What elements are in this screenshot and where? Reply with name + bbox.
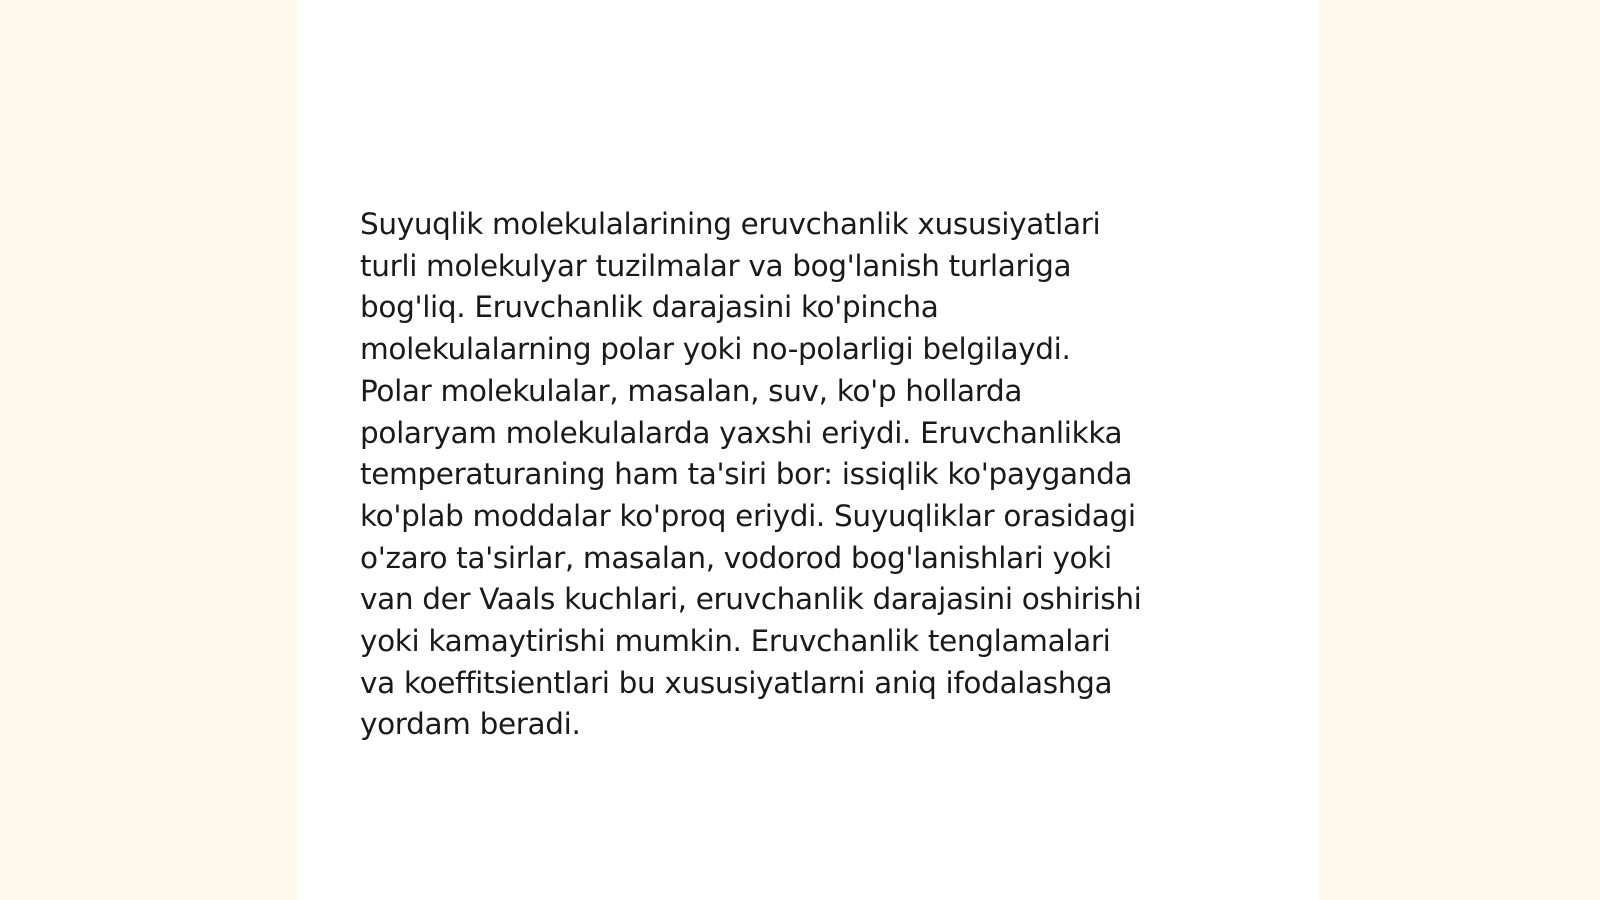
paragraph-line: o'zaro ta'sirlar, masalan, vodorod bog'lanishlari yoki xyxy=(360,540,1112,575)
paragraph-line: temperaturaning ham ta'siri bor: issiqlik ko'payganda xyxy=(360,457,1133,492)
paragraph-line: molekulalarning polar yoki no-polarligi belgilaydi. xyxy=(360,332,1071,367)
body-paragraph xyxy=(360,204,1260,746)
paragraph-line: Suyuqlik molekulalarining eruvchanlik xususiyatlari xyxy=(360,207,1101,241)
paragraph-line: va koeffitsientlari bu xususiyatlarni aniq ifodalashga xyxy=(360,665,1113,700)
paragraph-line: yoki kamaytirishi mumkin. Eruvchanlik tenglamalari xyxy=(360,624,1111,659)
paragraph-line: turli molekulyar tuzilmalar va bog'lanish turlariga xyxy=(360,248,1072,283)
paragraph-line: ko'plab moddalar ko'proq eriydi. Suyuqliklar orasidagi xyxy=(360,498,1136,533)
paragraph-line: bog'liq. Eruvchanlik darajasini ko'pincha xyxy=(360,290,939,325)
paragraph-line: yordam beradi. xyxy=(360,707,581,742)
paragraph-line: Polar molekulalar, masalan, suv, ko'p hollarda xyxy=(360,373,1023,408)
paragraph-line: van der Vaals kuchlari, eruvchanlik darajasini oshirishi xyxy=(360,582,1142,617)
document-page xyxy=(297,0,1319,900)
paragraph-line: polaryam molekulalarda yaxshi eriydi. Eruvchanlikka xyxy=(360,415,1123,450)
